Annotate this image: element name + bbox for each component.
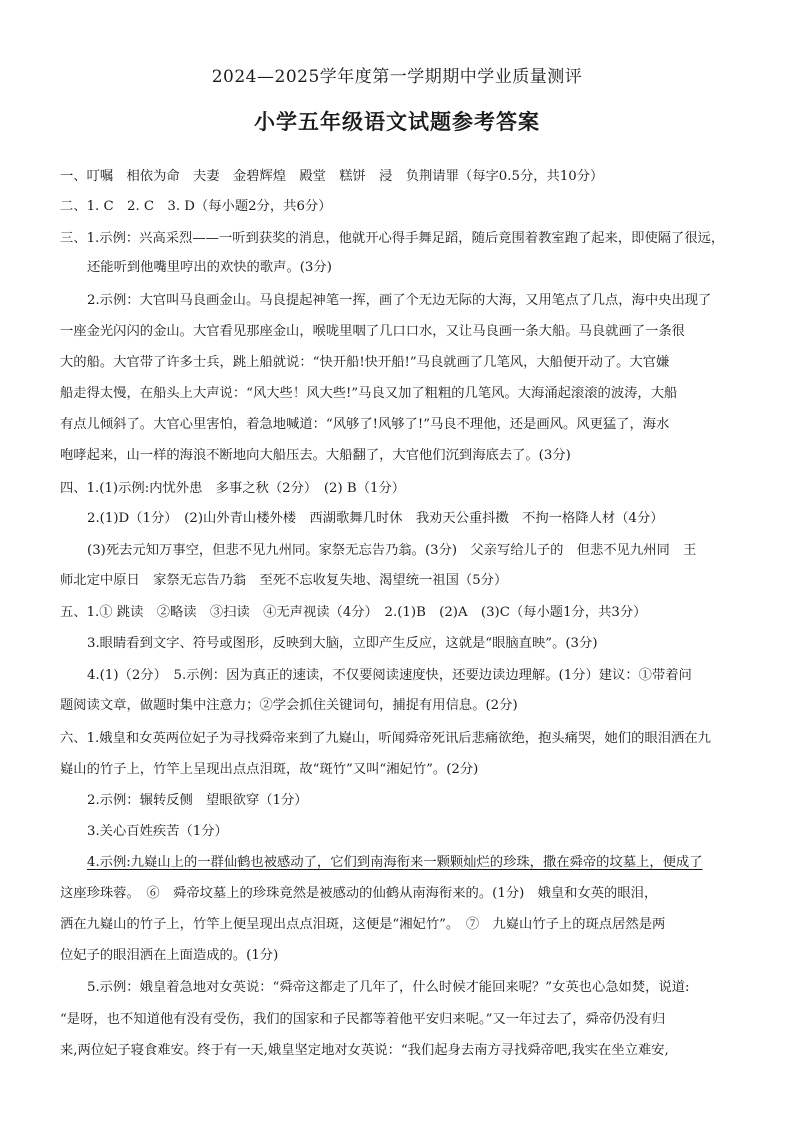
section-3-line: 咆哮起来，山一样的海浪不断地向大船压去。大船翻了，大官他们沉到海底去了。(3分) bbox=[60, 448, 571, 463]
section-6-line: “是呀，也不知道他有没有受伤，我们的国家和子民都等着他平安归来呢。”又一年过去了，舜帝仍没有归 bbox=[60, 1012, 666, 1027]
document-subtitle: 小学五年级语文试题参考答案 bbox=[254, 109, 540, 134]
section-4-line: 2.(1)D（1分） (2)山外青山楼外楼 西湖歌舞几时休 我劝天公重抖擞 不拘一格降人材（4分） bbox=[87, 511, 664, 526]
section-6-line: 来,两位妃子寝食难安。终于有一天,娥皇坚定地对女英说：“我们起身去南方寻找舜帝吧,我实在坐立难安, bbox=[60, 1043, 669, 1058]
section-6-line: 3.关心百姓疾苦（1分） bbox=[87, 824, 228, 839]
section-4-line: 师北定中原日 家祭无忘告乃翁 至死不忘收复失地、渴望统一祖国（5分） bbox=[60, 573, 508, 588]
section-5-line: 3.眼睛看到文字、符号或图形，反映到大脑，立即产生反应，这就是“眼脑直映”。(3分) bbox=[87, 636, 598, 651]
section-6-line: 六、1.娥皇和女英两位妃子为寻找舜帝来到了九嶷山，听闻舜帝死讯后悲痛欲绝，抱头痛哭，她们的眼泪洒在九 bbox=[60, 731, 711, 746]
section-2-line: 二、1. C 2. C 3. D（每小题2分，共6分） bbox=[60, 199, 332, 214]
exam-title: 2024—2025学年度第一学期期中学业质量测评 bbox=[211, 67, 583, 87]
section-4-line: 四、1.(1)示例:内忧外患 多事之秋（2分） (2) B（1分） bbox=[60, 481, 406, 496]
section-3-line: 2.示例：大官叫马良画金山。马良提起神笔一挥，画了个无边无际的大海，又用笔点了几点，海中央出现了 bbox=[87, 293, 712, 308]
section-6-line: 这座珍珠蓉。 ⑥ 舜帝坟墓上的珍珠竟然是被感动的仙鹤从南海衔来的。(1分) 娥皇和女英的眼泪， bbox=[60, 886, 658, 901]
section-5-line: 五、1.① 跳读 ②略读 ③扫读 ④无声视读（4分） 2.(1)B (2)A (3)C（每小题1分，共3分） bbox=[60, 605, 647, 620]
section-6-line: 5.示例：娥皇着急地对女英说：“舜帝这都走了几年了，什么时候才能回来呢？”女英也心急如焚，说道: bbox=[87, 980, 690, 995]
section-4-line: (3)死去元知万事空，但悲不见九州同。家祭无忘告乃翁。(3分) 父亲写给儿子的 但悲不见九州同 王 bbox=[87, 543, 697, 558]
section-3-line: 船走得太慢，在船头上大声说：“风大些！风大些!”马良又加了粗粗的几笔风。大海涌起滚滚的波涛，大船 bbox=[60, 386, 678, 401]
section-3-line: 还能听到他嘴里哼出的欢快的歌声。(3分) bbox=[87, 260, 332, 275]
section-6-line: 位妃子的眼泪洒在上面造成的。(1分) bbox=[60, 948, 279, 963]
section-6-line: 洒在九嶷山的竹子上，竹竿上便呈现出点点泪斑，这便是“湘妃竹”。 ⑦ 九嶷山竹子上的斑点居然是两 bbox=[60, 917, 666, 932]
section-1-line: 一、叮嘱 相依为命 夫妻 金碧辉煌 殿堂 糕饼 浸 负荆请罪（每字0.5分，共10分） bbox=[60, 169, 604, 184]
section-6-line: 4.示例:九嶷山上的一群仙鹤也被感动了，它们到南海衔来一颗颗灿烂的珍珠，撒在舜帝的坟墓上，便成了 bbox=[87, 855, 703, 870]
section-3-line: 大的船。大官带了许多士兵，跳上船就说：“快开船!快开船!”马良就画了几笔风，大船便开动了。大官嫌 bbox=[60, 355, 670, 370]
section-3-line: 有点儿倾斜了。大官心里害怕，着急地喊道：“风够了!风够了!”马良不理他，还是画风。风更猛了，海水 bbox=[60, 417, 670, 432]
section-3-line: 一座金光闪闪的金山。大官看见那座金山，喉咙里咽了几口口水，又让马良画一条大船。马良就画了一条很 bbox=[60, 324, 685, 339]
section-5-line: 4.(1)（2分） 5.示例：因为真正的速读，不仅要阅读速度快，还要边读边理解。(1分）建议：①带着问 bbox=[87, 668, 692, 683]
section-3-line: 三、1.示例：兴高采烈——一听到获奖的消息，他就开心得手舞足蹈，随后竟围着教室跑了起来，即使隔了很远， bbox=[60, 231, 725, 246]
section-6-line: 嶷山的竹子上，竹竿上呈现出点点泪斑，故“斑竹”又叫“湘妃竹”。(2分) bbox=[60, 762, 479, 777]
section-6-line: 2.示例：辗转反侧 望眼欲穿（1分） bbox=[87, 793, 308, 808]
section-5-line: 题阅读文章，做题时集中注意力；②学会抓住关键词句，捕捉有用信息。(2分) bbox=[60, 698, 518, 713]
